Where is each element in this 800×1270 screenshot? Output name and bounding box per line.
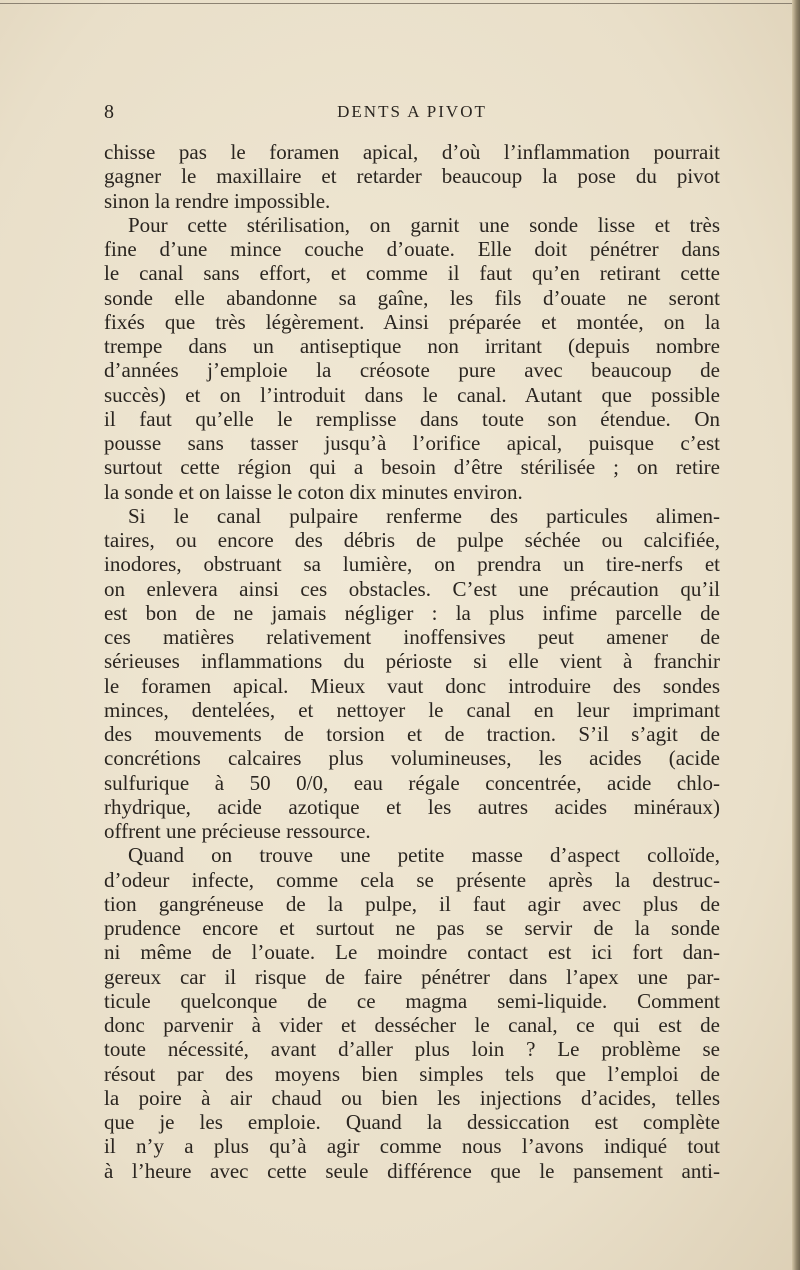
text-line: il n’y a plus qu’à agir comme nous l’avons indiqué tout [104,1134,720,1159]
text-line: à l’heure avec cette seule différence que le pansement anti- [104,1158,720,1183]
text-line: sulfurique à 50 0/0, eau régale concentrée, acide chlo- [104,770,720,795]
text-line: sérieuses inflammations du périoste si elle vient à franchir [104,649,720,674]
text-line: que je les emploie. Quand la dessiccation est complète [104,1110,720,1134]
text-line: rhydrique, acide azotique et les autres acides minéraux) [104,794,720,819]
text-line: surtout cette région qui a besoin d’être stérilisée ; on retire [104,455,720,480]
text-line: toute nécessité, avant d’aller plus loin ? Le problème se [104,1037,720,1062]
text-line: il faut qu’elle le remplisse dans toute son étendue. On [104,406,720,431]
text-line: des mouvements de torsion et de traction. S’il s’agit de [104,722,720,746]
text-line: tion gangréneuse de la pulpe, il faut agir avec plus de [104,891,720,916]
text-line: pousse sans tasser jusqu’à l’orifice apical, puisque c’est [104,431,720,455]
text-line: fixés que très légèrement. Ainsi préparée et montée, on la [104,309,720,334]
text-line: offrent une précieuse ressource. [104,819,371,843]
text-line: concrétions calcaires plus volumineuses, les acides (acide [104,746,720,771]
text-line: est bon de ne jamais négliger : la plus infime parcelle de [104,600,720,625]
text-line: sonde elle abandonne sa gaîne, les fils d’ouate ne seront [104,285,720,310]
text-line: la sonde et on laisse le coton dix minutes environ. [104,479,523,504]
text-line: Quand on trouve une petite masse d’aspect colloïde, [128,843,720,868]
text-line: trempe dans un antiseptique non irritant (depuis nombre [104,334,720,358]
text-line: ces matières relativement inoffensives peut amener de [104,625,720,649]
text-line: sinon la rendre impossible. [104,188,331,213]
body-text [104,140,720,1183]
text-line: ticule quelconque de ce magma semi-liquide. Comment [104,988,720,1013]
text-line: succès) et on l’introduit dans le canal. Autant que possible [104,382,720,407]
text-line: ni même de l’ouate. Le moindre contact est ici fort dan- [104,940,720,965]
text-line: Si le canal pulpaire renferme des particules alimen- [128,503,720,528]
text-line: on enlevera ainsi ces obstacles. C’est une précaution qu’il [104,576,720,601]
text-line: inodores, obstruant sa lumière, on prendra un tire-nerfs et [104,552,720,577]
text-line: Pour cette stérilisation, on garnit une sonde lisse et très [128,212,720,237]
text-line: gereux car il risque de faire pénétrer dans l’apex une par- [104,964,720,989]
text-line: donc parvenir à vider et dessécher le canal, ce qui est de [104,1013,720,1037]
page-header [104,100,720,124]
text-line: prudence encore et surtout ne pas se servir de la sonde [104,916,720,940]
text-line: résout par des moyens bien simples tels que l’emploi de [104,1061,720,1086]
text-line: gagner le maxillaire et retarder beaucoup la pose du pivot [104,164,720,189]
top-edge-line [0,3,800,4]
text-line: d’années j’emploie la créosote pure avec beaucoup de [104,358,720,383]
text-line: d’odeur infecte, comme cela se présente après la destruc- [104,867,720,892]
running-title: DENTS A PIVOT [337,102,487,121]
text-line: fine d’une mince couche d’ouate. Elle doit pénétrer dans [104,237,720,261]
text-line: le foramen apical. Mieux vaut donc introduire des sondes [104,673,720,698]
page-number: 8 [104,101,114,123]
text-line: la poire à air chaud ou bien les injections d’acides, telles [104,1085,720,1110]
text-line: le canal sans effort, et comme il faut qu’en retirant cette [104,261,720,286]
page-right-edge [792,0,800,1270]
text-line: minces, dentelées, et nettoyer le canal en leur imprimant [104,697,720,722]
text-line: taires, ou encore des débris de pulpe séchée ou calcifiée, [104,528,720,552]
text-line: chisse pas le foramen apical, d’où l’inflammation pourrait [104,140,720,164]
